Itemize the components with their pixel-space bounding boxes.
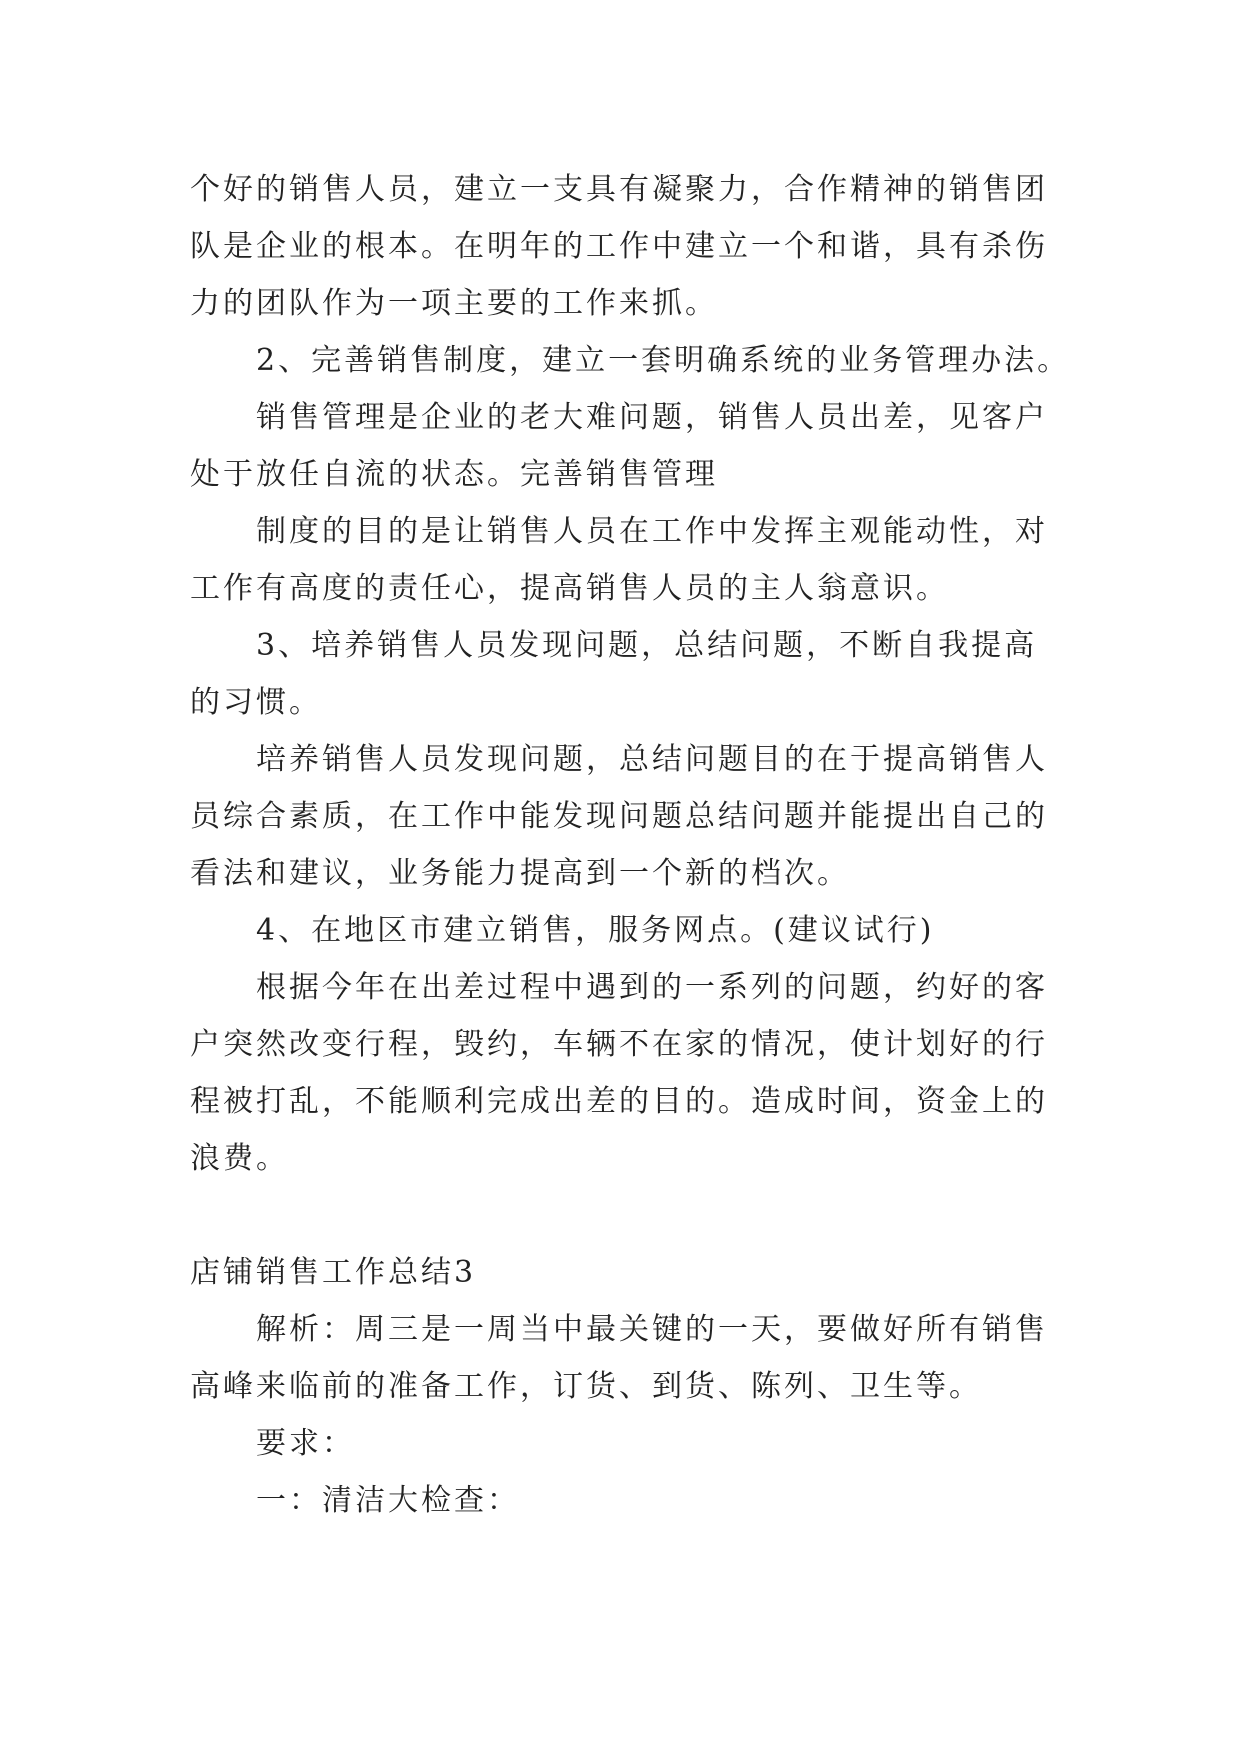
body-text-line: 高峰来临前的准备工作，订货、到货、陈列、卫生等。	[190, 1369, 982, 1404]
body-text-line: 员综合素质，在工作中能发现问题总结问题并能提出自己的	[190, 799, 1048, 834]
body-text-line: 一：清洁大检查：	[256, 1483, 520, 1518]
list-item-heading: 4、在地区市建立销售，服务网点。(建议试行)	[256, 913, 935, 948]
body-text-line: 销售管理是企业的老大难问题，销售人员出差，见客户	[256, 400, 1048, 435]
body-text-line: 根据今年在出差过程中遇到的一系列的问题，约好的客	[256, 970, 1048, 1005]
list-item-heading: 3、培养销售人员发现问题，总结问题，不断自我提高	[256, 628, 1038, 663]
body-text-line: 个好的销售人员，建立一支具有凝聚力，合作精神的销售团	[190, 172, 1048, 207]
body-text-line: 要求：	[256, 1426, 355, 1461]
body-text-line: 培养销售人员发现问题，总结问题目的在于提高销售人	[256, 742, 1048, 777]
section-title: 店铺销售工作总结3	[190, 1255, 477, 1290]
body-text-line: 程被打乱，不能顺利完成出差的目的。造成时间，资金上的	[190, 1084, 1048, 1119]
body-text-line: 浪费。	[190, 1141, 289, 1176]
list-item-heading: 2、完善销售制度，建立一套明确系统的业务管理办法。	[256, 343, 1071, 378]
body-text-line: 户突然改变行程，毁约，车辆不在家的情况，使计划好的行	[190, 1027, 1048, 1062]
body-text-line: 队是企业的根本。在明年的工作中建立一个和谐，具有杀伤	[190, 229, 1048, 264]
body-text-line: 解析：周三是一周当中最关键的一天，要做好所有销售	[256, 1312, 1048, 1347]
body-text-line: 看法和建议，业务能力提高到一个新的档次。	[190, 856, 850, 891]
body-text-line: 工作有高度的责任心，提高销售人员的主人翁意识。	[190, 571, 949, 606]
body-text-line: 制度的目的是让销售人员在工作中发挥主观能动性，对	[256, 514, 1048, 549]
body-text-line: 的习惯。	[190, 685, 322, 720]
body-text-line: 力的团队作为一项主要的工作来抓。	[190, 286, 718, 321]
body-text-line: 处于放任自流的状态。完善销售管理	[190, 457, 718, 492]
